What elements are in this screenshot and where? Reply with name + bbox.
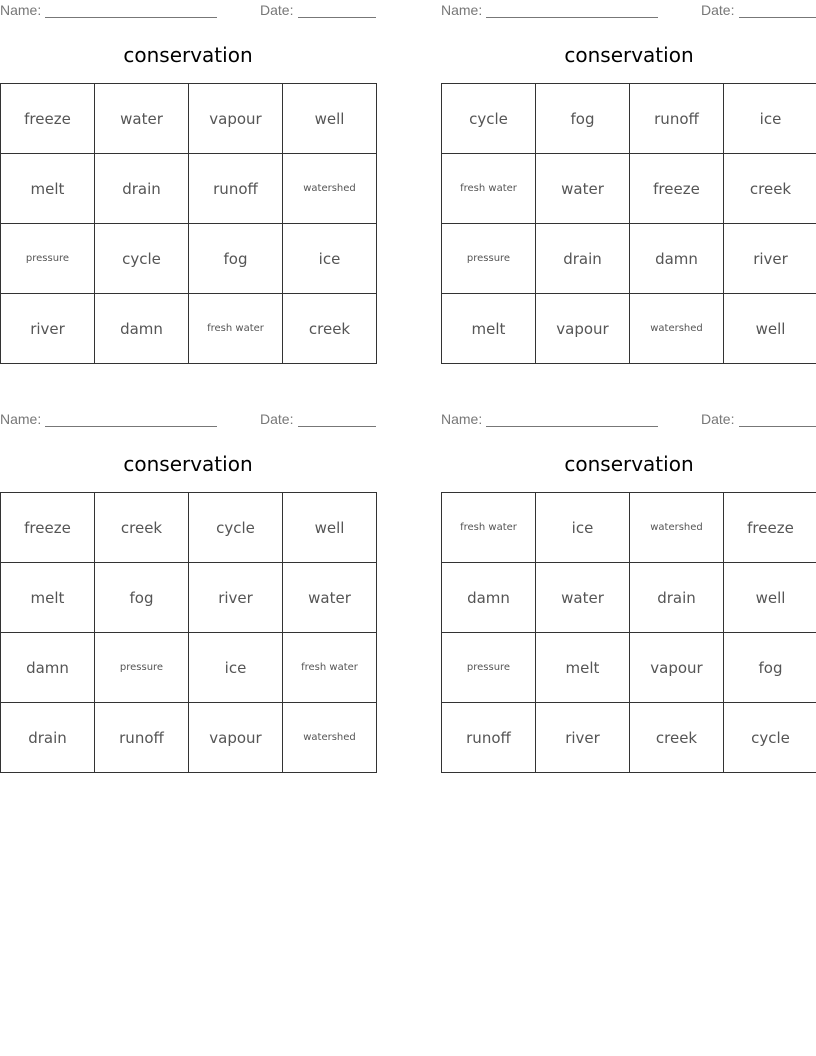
grid-row xyxy=(1,563,377,633)
grid-row xyxy=(442,633,816,703)
grid-cell: fresh water xyxy=(283,633,377,703)
name-blank-line xyxy=(486,426,658,427)
bingo-card-3 xyxy=(0,409,376,781)
grid-row xyxy=(442,703,816,773)
grid-cell: runoff xyxy=(630,84,724,154)
grid-cell: river xyxy=(1,294,95,364)
grid-cell: melt xyxy=(442,294,536,364)
grid-row xyxy=(442,84,816,154)
grid-cell: damn xyxy=(630,224,724,294)
grid-cell: melt xyxy=(1,563,95,633)
grid-cell: watershed xyxy=(630,294,724,364)
grid-cell: damn xyxy=(442,563,536,633)
grid-cell: freeze xyxy=(1,84,95,154)
grid-cell: water xyxy=(536,563,630,633)
grid-cell: fog xyxy=(189,224,283,294)
card-title: conservation xyxy=(123,452,253,476)
date-label: Date: xyxy=(701,411,735,427)
bingo-grid xyxy=(441,492,816,773)
grid-cell: fresh water xyxy=(189,294,283,364)
name-label: Name: xyxy=(441,411,483,427)
date-label: Date: xyxy=(260,2,294,18)
grid-cell: well xyxy=(724,563,816,633)
grid-cell: ice xyxy=(724,84,816,154)
grid-row xyxy=(1,633,377,703)
grid-row xyxy=(1,154,377,224)
name-label: Name: xyxy=(0,411,42,427)
grid-cell: ice xyxy=(536,493,630,563)
grid-cell: river xyxy=(724,224,816,294)
grid-cell: vapour xyxy=(536,294,630,364)
grid-cell: watershed xyxy=(283,154,377,224)
card-title: conservation xyxy=(123,43,253,67)
grid-cell: runoff xyxy=(95,703,189,773)
grid-cell: fog xyxy=(95,563,189,633)
grid-cell: well xyxy=(283,493,377,563)
grid-cell: drain xyxy=(95,154,189,224)
grid-cell: water xyxy=(283,563,377,633)
bingo-card-4 xyxy=(441,409,816,781)
grid-cell: pressure xyxy=(442,633,536,703)
grid-cell: creek xyxy=(283,294,377,364)
date-label: Date: xyxy=(701,2,735,18)
grid-cell: well xyxy=(724,294,816,364)
card-header xyxy=(0,2,376,20)
grid-cell: creek xyxy=(724,154,816,224)
grid-cell: river xyxy=(536,703,630,773)
grid-cell: creek xyxy=(95,493,189,563)
grid-cell: freeze xyxy=(724,493,816,563)
bingo-grid xyxy=(0,83,377,364)
grid-cell: freeze xyxy=(1,493,95,563)
card-title: conservation xyxy=(564,43,694,67)
grid-cell: fog xyxy=(724,633,816,703)
date-blank-line xyxy=(298,17,376,18)
grid-cell: well xyxy=(283,84,377,154)
grid-cell: fog xyxy=(536,84,630,154)
name-blank-line xyxy=(45,17,217,18)
grid-cell: freeze xyxy=(630,154,724,224)
grid-row xyxy=(1,703,377,773)
grid-row xyxy=(1,224,377,294)
date-blank-line xyxy=(298,426,376,427)
grid-cell: melt xyxy=(536,633,630,703)
grid-cell: cycle xyxy=(95,224,189,294)
grid-cell: watershed xyxy=(630,493,724,563)
grid-row xyxy=(1,84,377,154)
grid-cell: vapour xyxy=(189,703,283,773)
grid-cell: runoff xyxy=(189,154,283,224)
bingo-grid xyxy=(441,83,816,364)
grid-row xyxy=(442,154,816,224)
grid-row xyxy=(442,224,816,294)
grid-cell: drain xyxy=(536,224,630,294)
date-blank-line xyxy=(739,426,816,427)
date-blank-line xyxy=(739,17,816,18)
grid-cell: vapour xyxy=(630,633,724,703)
bingo-card-2 xyxy=(441,0,816,372)
grid-row xyxy=(442,493,816,563)
grid-cell: creek xyxy=(630,703,724,773)
grid-cell: pressure xyxy=(1,224,95,294)
grid-cell: drain xyxy=(1,703,95,773)
name-label: Name: xyxy=(0,2,42,18)
grid-cell: drain xyxy=(630,563,724,633)
grid-cell: ice xyxy=(283,224,377,294)
grid-cell: water xyxy=(536,154,630,224)
grid-cell: damn xyxy=(95,294,189,364)
card-header xyxy=(441,411,816,429)
grid-cell: ice xyxy=(189,633,283,703)
bingo-grid xyxy=(0,492,377,773)
grid-cell: pressure xyxy=(95,633,189,703)
grid-cell: damn xyxy=(1,633,95,703)
grid-cell: watershed xyxy=(283,703,377,773)
name-blank-line xyxy=(45,426,217,427)
date-label: Date: xyxy=(260,411,294,427)
grid-cell: fresh water xyxy=(442,154,536,224)
grid-cell: cycle xyxy=(724,703,816,773)
grid-cell: cycle xyxy=(189,493,283,563)
grid-cell: pressure xyxy=(442,224,536,294)
grid-cell: vapour xyxy=(189,84,283,154)
grid-row xyxy=(1,294,377,364)
card-title: conservation xyxy=(564,452,694,476)
grid-cell: cycle xyxy=(442,84,536,154)
grid-cell: melt xyxy=(1,154,95,224)
grid-cell: water xyxy=(95,84,189,154)
name-blank-line xyxy=(486,17,658,18)
grid-cell: river xyxy=(189,563,283,633)
grid-row xyxy=(442,563,816,633)
card-header xyxy=(0,411,376,429)
card-header xyxy=(441,2,816,20)
bingo-card-1 xyxy=(0,0,376,372)
grid-cell: runoff xyxy=(442,703,536,773)
grid-row xyxy=(442,294,816,364)
name-label: Name: xyxy=(441,2,483,18)
grid-row xyxy=(1,493,377,563)
grid-cell: fresh water xyxy=(442,493,536,563)
